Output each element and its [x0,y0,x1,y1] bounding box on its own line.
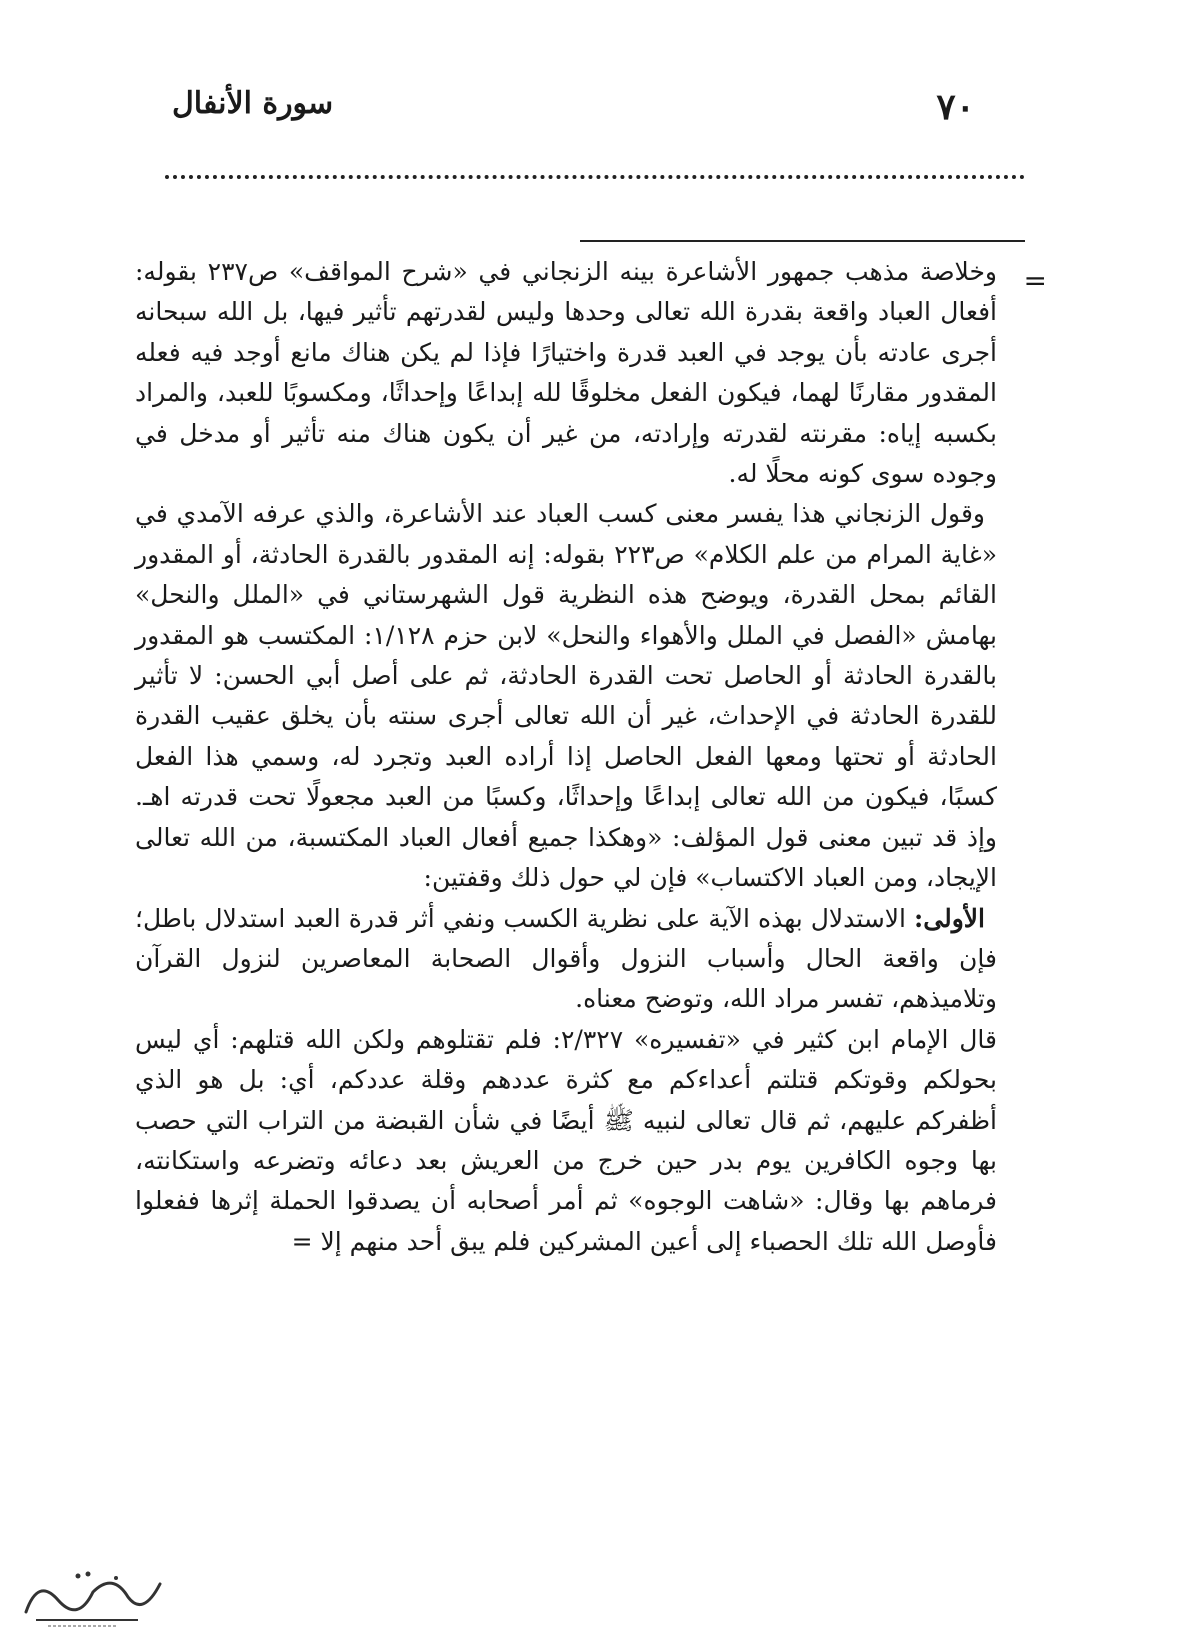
paragraph-zanjani-summary: وخلاصة مذهب جمهور الأشاعرة بينه الزنجاني في «شرح المواقف» ص٢٣٧ بقوله: أفعال العباد واقعة بقدرة الله تعالى وحدها وليس لقدرتهم تأثير فيها، بل الله سبحانه أجرى عادته بأن يوجد في العبد قدرة واختيارًا فإذا لم يكن هناك مانع أوجد فيه فعله المقدور مقارنًا لهما، فيكون الفعل مخلوقًا لله إبداعًا وإحداثًا، ومكسوبًا للعبد، والمراد بكسبه إياه: مقرنته لقدرته وإرادته، من غير أن يكون هناك منه تأثير أو مدخل في وجوده سوى كونه محلًا له. [135,257,997,489]
continuation-end-mark: = [291,1226,321,1256]
footnote-separator [580,240,1025,242]
surah-title: سورة الأنفال [172,86,334,121]
first-point-text: الاستدلال بهذه الآية على نظرية الكسب ونفي أثر قدرة العبد استدلال باطل؛ فإن واقعة الحال وأسباب النزول وأقوال الصحابة المعاصرين لنزول القرآن وتلاميذهم، تفسر مراد الله، وتوضح معناه. [135,903,997,1014]
page-number: ٧٠ [936,86,975,128]
first-point-label: الأولى: [914,903,985,933]
continuation-mark: = [1023,264,1047,297]
ibn-kathir-quote-text: قال الإمام ابن كثير في «تفسيره» ٢/٣٢٧: فلم تقتلوهم ولكن الله قتلهم: أي ليس بحولكم وقوتكم قتلتم أعداءكم مع كثرة عددهم وقلة عددكم، أي: بل هو الذي أظفركم عليهم، ثم قال تعالى لنبيه ﷺ أيضًا في شأن القبضة من التراب التي حصب بها وجوه الكافرين يوم بدر حين خرج من العريش بعد دعائه وتضرعه واستكانته، فرماهم بها وقال: «شاهت الوجوه» ثم أمر أصحابه أن يصدقوا الحملة إثرها ففعلوا فأوصل الله تلك الحصباء إلى أعين المشركين فلم يبق أحد منهم إلا [135,1024,998,1256]
paragraph-first-point [135,899,997,1020]
page-header [0,78,1185,138]
library-watermark-logo [18,1562,168,1632]
header-dotted-divider [165,175,1025,179]
footnote-body [135,252,997,1262]
paragraph-ibn-kathir-quote [135,1020,997,1262]
paragraph-kasb-definition: وقول الزنجاني هذا يفسر معنى كسب العباد عند الأشاعرة، والذي عرفه الآمدي في «غاية المرام من علم الكلام» ص٢٢٣ بقوله: إنه المقدور بالقدرة الحادثة، أو المقدور القائم بمحل القدرة، ويوضح هذه النظرية قول الشهرستاني في «الملل والنحل» بهامش «الفصل في الملل والأهواء والنحل» لابن حزم ١/١٢٨: المكتسب هو المقدور بالقدرة الحادثة أو الحاصل تحت القدرة الحادثة، ثم على أصل أبي الحسن: لا تأثير للقدرة الحادثة في الإحداث، غير أن الله تعالى أجرى سنته بأن يخلق عقيب القدرة الحادثة أو تحتها ومعها الفعل الحاصل إذا أراده العبد وتجرد له، وسمي هذا الفعل كسبًا، فيكون من الله تعالى إبداعًا وإحداثًا، وكسبًا من العبد مجعولًا تحت قدرته اهـ. وإذ قد تبين معنى قول المؤلف: «وهكذا جميع أفعال العباد المكتسبة، من الله تعالى الإيجاد، ومن العباد الاكتساب» فإن لي حول ذلك وقفتين: [135,499,998,893]
